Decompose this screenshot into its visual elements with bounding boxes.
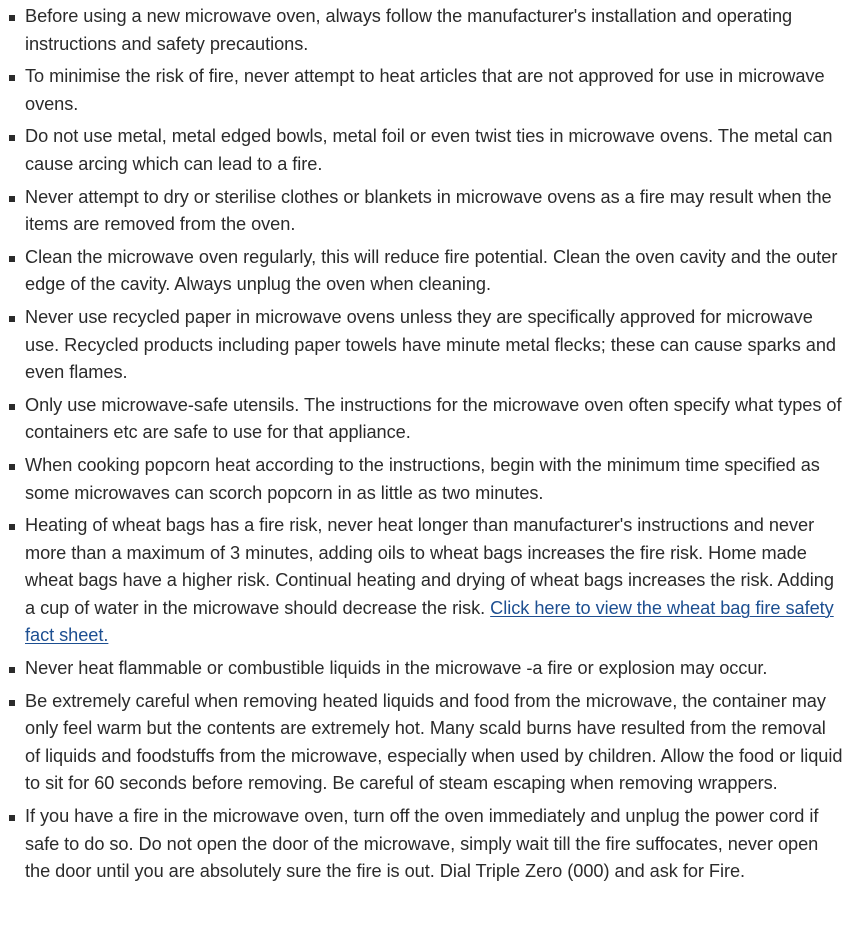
bullet-icon bbox=[9, 667, 15, 673]
list-item-text: Before using a new microwave oven, always follow the manufacturer's installation and operating instructions and safety precautions. bbox=[25, 6, 793, 54]
list-item bbox=[0, 688, 845, 798]
list-item-text: When cooking popcorn heat according to the instructions, begin with the minimum time specified as some microwaves can scorch popcorn in as little as two minutes. bbox=[25, 454, 820, 503]
list-item bbox=[0, 803, 845, 886]
bullet-icon bbox=[9, 700, 15, 706]
list-item-text: Do not use metal, metal edged bowls, metal foil or even twist ties in microwave ovens. The metal can cause arcing which can lead to a fire. bbox=[25, 126, 833, 174]
bullet-icon bbox=[9, 15, 15, 21]
bullet-icon bbox=[9, 464, 15, 470]
list-item bbox=[0, 392, 845, 447]
list-item-text: Never use recycled paper in microwave ovens unless they are specifically approved for microwave use. Recycled products including paper towels have minute metal flecks; these can cause sparks and even flames. bbox=[25, 306, 836, 383]
list-item-text: To minimise the risk of fire, never attempt to heat articles that are not approved for use in microwave ovens. bbox=[25, 66, 825, 114]
bullet-icon bbox=[9, 316, 15, 322]
list-item bbox=[0, 63, 845, 118]
list-item bbox=[0, 452, 845, 507]
bullet-icon bbox=[9, 75, 15, 81]
list-item bbox=[0, 655, 845, 683]
bullet-icon bbox=[9, 524, 15, 530]
list-item-text: Clean the microwave oven regularly, this will reduce fire potential. Clean the oven cavity and the outer edge of the cavity. Always unplug the oven when cleaning. bbox=[25, 246, 838, 295]
list-item bbox=[0, 244, 845, 299]
list-item-text: Never attempt to dry or sterilise clothes or blankets in microwave ovens as a fire may result when the items are removed from the oven. bbox=[25, 186, 832, 235]
list-item bbox=[0, 3, 845, 58]
bullet-icon bbox=[9, 135, 15, 141]
list-item bbox=[0, 123, 845, 178]
bullet-icon bbox=[9, 256, 15, 262]
list-item-text: Be extremely careful when removing heated liquids and food from the microwave, the container may only feel warm but the contents are extremely hot. Many scald burns have resulted from the removal of liquids and foodstuffs from the microwave, especially when used by children. Allow the food or liquid to sit for 60 seconds before removing. Be careful of steam escaping when removing wrappers. bbox=[25, 690, 843, 794]
list-item-text: If you have a fire in the microwave oven, turn off the oven immediately and unplug the power cord if safe to do so. Do not open the door of the microwave, simply wait till the fire suffocates, never open the door until you are absolutely sure the fire is out. Dial Triple Zero (000) and ask for Fire. bbox=[25, 806, 819, 882]
list-item-text: Heating of wheat bags has a fire risk, never heat longer than manufacturer's instructions and never more than a maximum of 3 minutes, adding oils to wheat bags increases the fire risk. Home made wheat bags have a higher risk. Continual heating and drying of wheat bags increases the risk. Adding a cup of water in the microwave should decrease the risk. bbox=[25, 515, 834, 618]
list-item bbox=[0, 512, 845, 650]
list-item bbox=[0, 184, 845, 239]
list-item-text: Never heat flammable or combustible liquids in the microwave -a fire or explosion may occur. bbox=[25, 658, 768, 679]
bullet-icon bbox=[9, 815, 15, 821]
bullet-icon bbox=[9, 196, 15, 202]
wheat-bag-fact-sheet-link[interactable]: Click here to view the wheat bag fire safety fact sheet. bbox=[25, 597, 834, 646]
list-item bbox=[0, 304, 845, 387]
bullet-icon bbox=[9, 404, 15, 410]
list-item-text: Only use microwave-safe utensils. The instructions for the microwave oven often specify what types of containers etc are safe to use for that appliance. bbox=[25, 394, 842, 443]
